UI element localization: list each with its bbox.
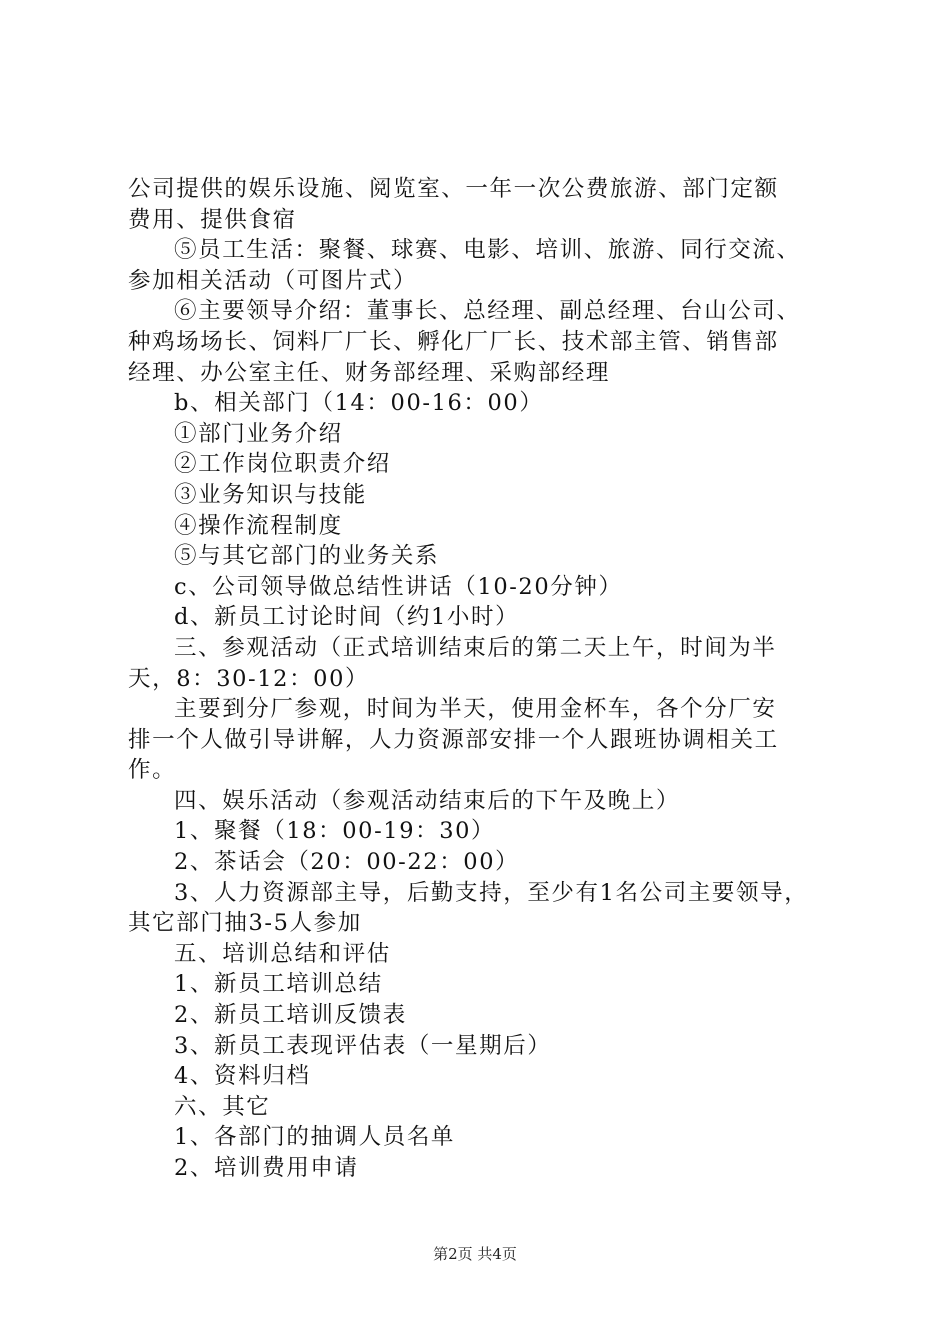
text-line: 公司提供的娱乐设施、阅览室、一年一次公费旅游、部门定额 <box>128 176 779 202</box>
text-line: c、公司领导做总结性讲话（10-20分钟） <box>174 573 623 600</box>
text-line: ②工作岗位职责介绍 <box>174 451 391 478</box>
text-line: 天，8：30-12：00） <box>128 665 370 692</box>
text-line: 1、各部门的抽调人员名单 <box>174 1124 456 1151</box>
page-footer: 第2页 共4页 <box>433 1245 517 1263</box>
text-line: 3、新员工表现评估表（一星期后） <box>174 1032 552 1059</box>
text-line: ③业务知识与技能 <box>174 481 367 508</box>
text-line: 作。 <box>128 757 177 784</box>
text-line: b、相关部门（14：00-16：00） <box>174 390 544 417</box>
text-line: ⑤员工生活：聚餐、球赛、电影、培训、旅游、同行交流、 <box>174 237 801 264</box>
text-line: d、新员工讨论时间（约1小时） <box>174 604 520 631</box>
text-line: 其它部门抽3-5人参加 <box>128 910 362 937</box>
text-line: 种鸡场场长、饲料厂厂长、孵化厂厂长、技术部主管、销售部 <box>128 328 779 355</box>
text-line: 四、娱乐活动（参观活动结束后的下午及晚上） <box>174 787 681 814</box>
text-line: 1、聚餐（18：00-19：30） <box>174 818 496 845</box>
text-line: 主要到分厂参观，时间为半天，使用金杯车，各个分厂安 <box>174 696 777 723</box>
text-line: 2、新员工培训反馈表 <box>174 1002 407 1029</box>
text-line: ①部门业务介绍 <box>174 420 343 447</box>
text-line: 六、其它 <box>174 1093 271 1120</box>
text-line: ④操作流程制度 <box>174 512 343 539</box>
text-line: 费用、提供食宿 <box>128 206 297 233</box>
text-line: 经理、办公室主任、财务部经理、采购部经理 <box>128 359 611 386</box>
text-line: 参加相关活动（可图片式） <box>128 267 418 294</box>
text-line: 2、茶话会（20：00-22：00） <box>174 849 520 876</box>
document-body <box>128 174 838 1184</box>
text-line: ⑥主要领导介绍：董事长、总经理、副总经理、台山公司、 <box>174 298 801 325</box>
text-line: ⑤与其它部门的业务关系 <box>174 543 440 570</box>
text-line: 五、培训总结和评估 <box>174 940 391 967</box>
text-line: 1、新员工培训总结 <box>174 971 383 998</box>
text-line: 三、参观活动（正式培训结束后的第二天上午，时间为半 <box>174 634 777 661</box>
text-line: 4、资料归档 <box>174 1063 311 1090</box>
text-line: 3、人力资源部主导，后勤支持，至少有1名公司主要领导， <box>174 879 809 906</box>
text-line: 排一个人做引导讲解，人力资源部安排一个人跟班协调相关工 <box>128 726 779 753</box>
text-line: 2、培训费用申请 <box>174 1155 359 1181</box>
